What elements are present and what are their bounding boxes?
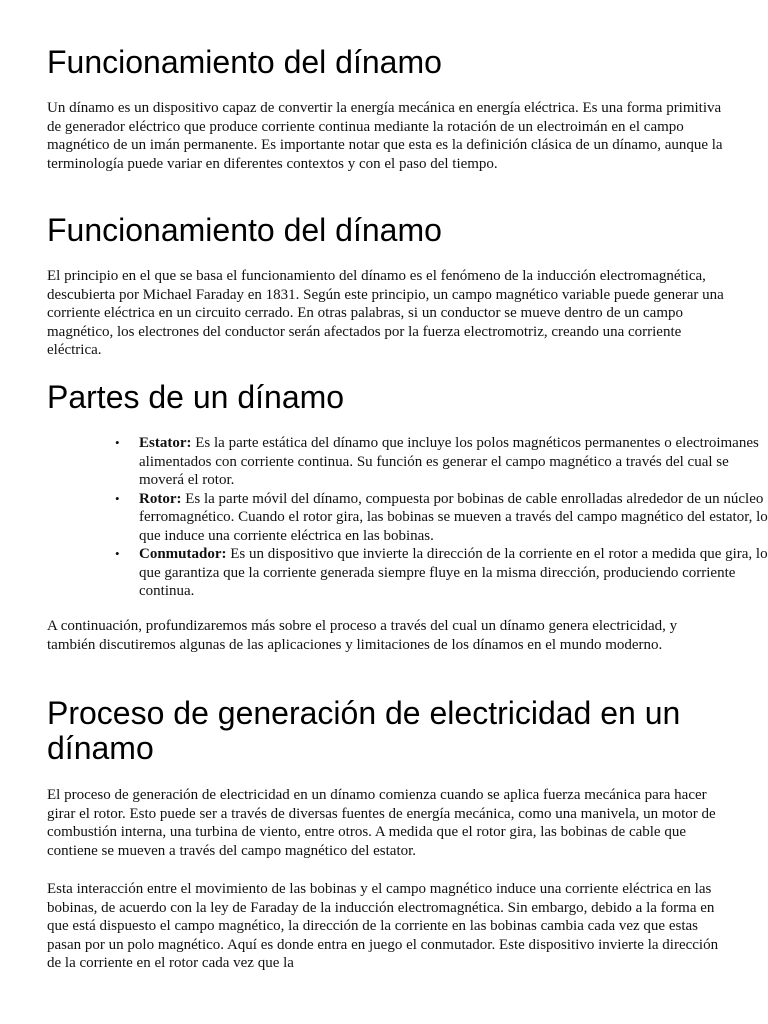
- list-item-rotor: [139, 490, 768, 546]
- list-item-conmutador: [139, 545, 768, 601]
- text-estator: Es la parte estática del dínamo que incluye los polos magnéticos permanentes o electroimanes alimentados con corriente continua. Su función es generar el campo magnético a través del cual se moverá el rotor.: [139, 435, 759, 488]
- text-conmutador: Es un dispositivo que invierte la dirección de la corriente en el rotor a medida que gira, lo que garantiza que la corriente generada siempre fluye en la misma dirección, produciendo corriente continua.: [139, 546, 768, 599]
- list-item-estator: [139, 434, 768, 490]
- paragraph-process-induction: Esta interacción entre el movimiento de las bobinas y el campo magnético induce una corriente eléctrica en las bobinas, de acuerdo con la ley de Faraday de la inducción electromagnética. Sin embargo, debido a la forma en que está dispuesto el campo magnético, la dirección de la corriente en las bobinas cambia cada vez que estas pasan por un polo magnético. Aquí es donde entra en juego el conmutador. Este dispositivo invierte la dirección de la corriente en el rotor cada vez que la: [47, 881, 719, 971]
- paragraph-principle: El principio en el que se basa el funcionamiento del dínamo es el fenómeno de la inducción electromagnética, descubierta por Michael Faraday en 1831. Según este principio, un campo magnético variable puede generar una corriente eléctrica en un circuito cerrado. En otras palabras, si un conductor se mueve dentro de un campo magnético, los electrones del conductor serán afectados por la fuerza electromotriz, creando una corriente eléctrica.: [47, 268, 724, 358]
- term-rotor: Rotor:: [139, 490, 182, 507]
- paragraph-process-start: El proceso de generación de electricidad en un dínamo comienza cuando se aplica fuerza mecánica para hacer girar el rotor. Esto puede ser a través de diversas fuentes de energía mecánica, como una manivela, un motor de combustión interna, una turbina de viento, entre otros. A medida que el rotor gira, las bobinas de cable que contiene se mueven a través del campo magnético del estator.: [47, 787, 716, 859]
- section-heading-proceso: Proceso de generación de electricidad en un dínamo: [47, 695, 681, 766]
- text-rotor: Es la parte móvil del dínamo, compuesta por bobinas de cable enrolladas alrededor de un núcleo ferromagnético. Cuando el rotor gira, las bobinas se mueven a través del campo magnético del estator, lo que induce una corriente eléctrica en las bobinas.: [139, 490, 768, 544]
- parts-list: [92, 434, 768, 601]
- section-heading-partes: Partes de un dínamo: [47, 379, 345, 415]
- term-estator: Estator:: [139, 435, 192, 451]
- section-heading-funcionamiento-2: Funcionamiento del dínamo: [47, 212, 442, 248]
- term-conmutador: Conmutador:: [139, 546, 227, 562]
- section-heading-funcionamiento: Funcionamiento del dínamo: [47, 44, 442, 80]
- paragraph-continuation: A continuación, profundizaremos más sobre el proceso a través del cual un dínamo genera electricidad, y también discutiremos algunas de las aplicaciones y limitaciones de los dínamos en el mundo moderno.: [47, 618, 678, 653]
- paragraph-definition: Un dínamo es un dispositivo capaz de convertir la energía mecánica en energía eléctrica. Es una forma primitiva de generador eléctrico que produce corriente continua mediante la rotación de un electroimán en el campo magnético de un imán permanente. Es importante notar que esta es la definición clásica de un dínamo, aunque la terminología puede variar en diferentes contextos y con el paso del tiempo.: [47, 100, 723, 172]
